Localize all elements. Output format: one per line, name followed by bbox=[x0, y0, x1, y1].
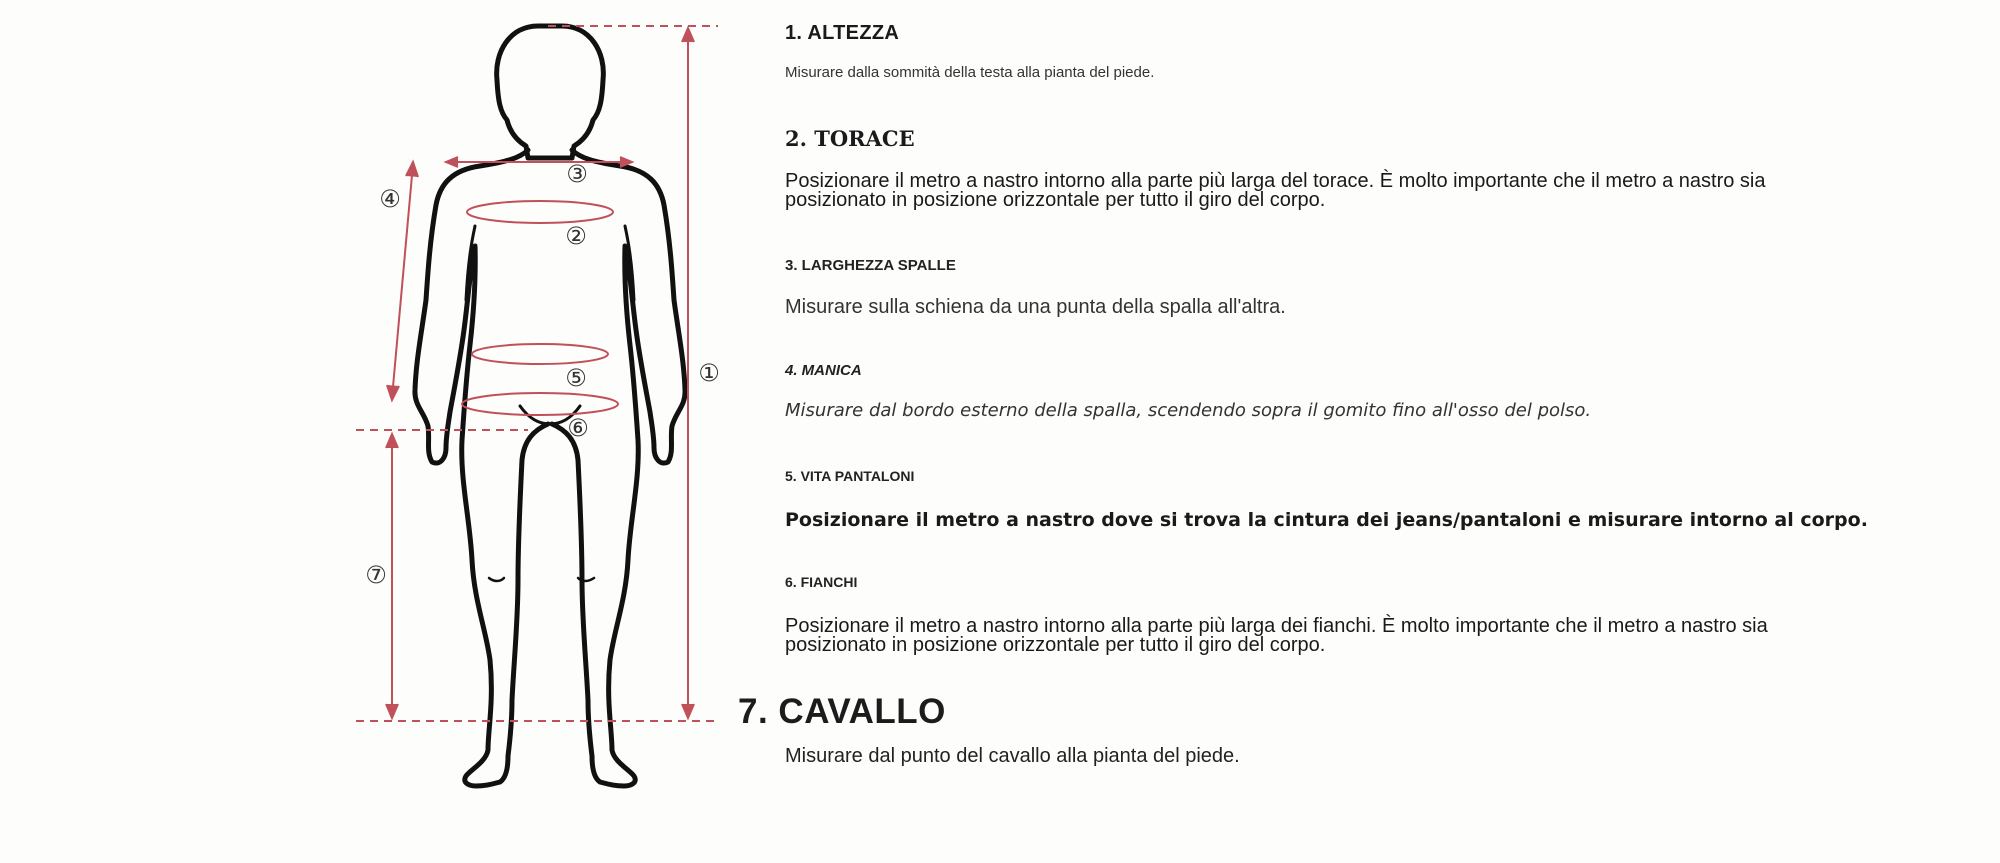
section-7-title: 7. CAVALLO bbox=[738, 692, 946, 731]
section-5-text: Posizionare il metro a nastro dove si trova la cintura dei jeans/pantaloni e misurare intorno al corpo. bbox=[785, 509, 1868, 531]
marker-4: ④ bbox=[379, 185, 401, 213]
marker-6: ⑥ bbox=[567, 414, 589, 442]
inseam-arrow-top bbox=[386, 434, 398, 448]
sleeve-arrow-top bbox=[406, 162, 418, 177]
inseam-arrow-bottom bbox=[386, 704, 398, 718]
knee-left bbox=[489, 578, 504, 581]
section-3-title: 3. LARGHEZZA SPALLE bbox=[785, 257, 956, 274]
section-2-title: 2. TORACE bbox=[785, 126, 915, 151]
chest-ellipse bbox=[467, 201, 613, 223]
body-outline bbox=[415, 26, 685, 786]
shoulder-arrow-left bbox=[446, 157, 458, 167]
section-2-text: Posizionare il metro a nastro intorno alla parte più larga del torace. È molto importante che il metro a nastro sia posizionato in posizione orizzontale per tutto il giro del corpo. bbox=[785, 170, 1766, 211]
section-6-title: 6. FIANCHI bbox=[785, 574, 858, 590]
left-side-outline bbox=[415, 150, 548, 786]
sleeve-arrow-bottom bbox=[387, 385, 399, 400]
section-4-text: Misurare dal bordo esterno della spalla, scendendo sopra il gomito fino all'osso del polso. bbox=[785, 400, 1592, 421]
height-arrow-bottom bbox=[682, 704, 694, 718]
marker-2: ② bbox=[565, 222, 587, 250]
head-outline bbox=[497, 26, 604, 158]
section-5-title: 5. VITA PANTALONI bbox=[785, 468, 915, 484]
marker-5: ⑤ bbox=[565, 364, 587, 392]
marker-1: ① bbox=[698, 359, 720, 387]
knee-right bbox=[578, 578, 594, 581]
section-4-title: 4. MANICA bbox=[785, 362, 862, 379]
marker-3: ③ bbox=[566, 160, 588, 188]
section-3-text: Misurare sulla schiena da una punta della spalla all'altra. bbox=[785, 296, 1286, 318]
height-arrow-top bbox=[682, 28, 694, 42]
section-7-text: Misurare dal punto del cavallo alla pianta del piede. bbox=[785, 745, 1240, 767]
waist-ellipse bbox=[472, 344, 608, 364]
marker-7: ⑦ bbox=[365, 561, 387, 589]
section-6-text: Posizionare il metro a nastro intorno alla parte più larga dei fianchi. È molto importante che il metro a nastro sia posizionato in posizione orizzontale per tutto il giro del corpo. bbox=[785, 615, 1768, 656]
hips-ellipse bbox=[462, 393, 618, 415]
section-1-title: 1. ALTEZZA bbox=[785, 22, 900, 44]
section-1-text: Misurare dalla sommità della testa alla pianta del piede. bbox=[785, 64, 1155, 81]
measurement-lines bbox=[356, 26, 718, 721]
